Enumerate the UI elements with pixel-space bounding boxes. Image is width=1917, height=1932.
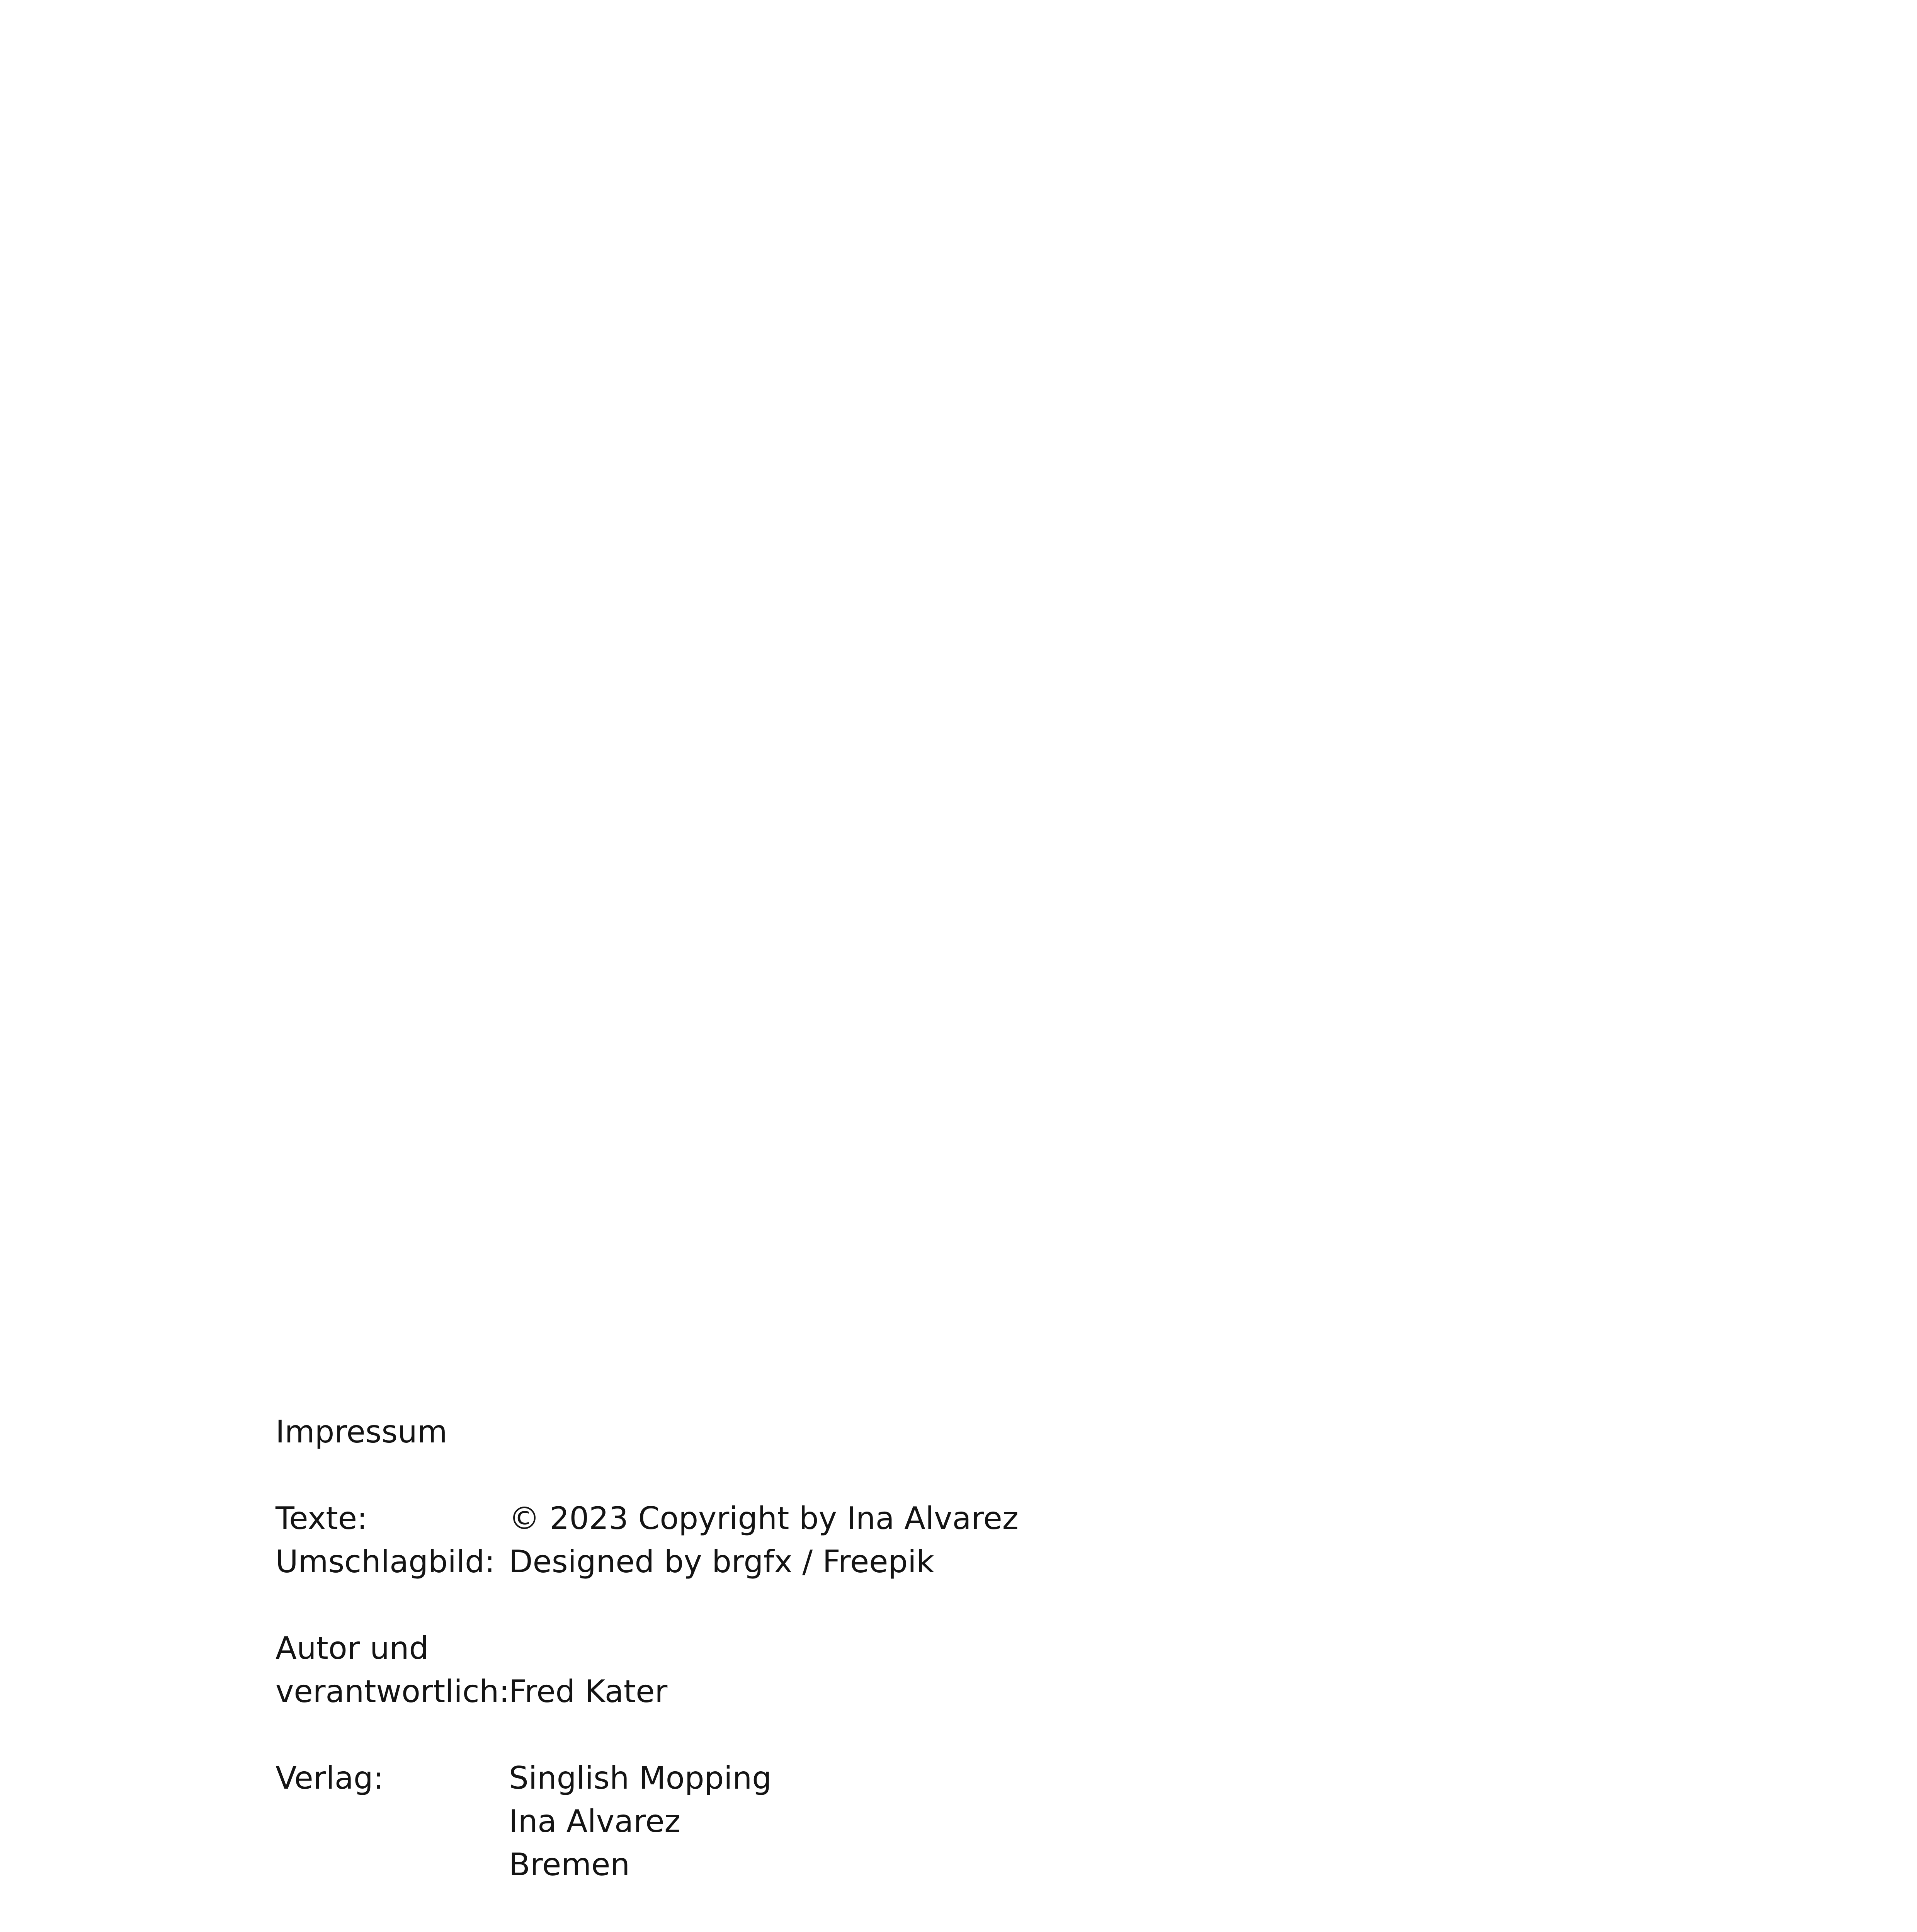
texte-label: Texte: (276, 1500, 367, 1536)
umschlag-label: Umschlagbild: (276, 1544, 495, 1580)
texte-value: © 2023 Copyright by Ina Alvarez (509, 1500, 1019, 1536)
verlag-line-3: Bremen (509, 1847, 630, 1883)
impressum-heading: Impressum (276, 1414, 447, 1450)
verlag-label: Verlag: (276, 1760, 384, 1796)
isbn-row (276, 1930, 359, 1932)
isbn-value (509, 1930, 809, 1932)
umschlag-value: Designed by brgfx / Freepik (509, 1544, 934, 1580)
autor-row (276, 1670, 668, 1713)
verlag-row (276, 1757, 772, 1800)
autor-label-line-2: verantwortlich: (276, 1673, 510, 1709)
autor-value: Fred Kater (509, 1673, 668, 1709)
autor-label-line-1: Autor und (276, 1630, 429, 1666)
umschlag-row (276, 1540, 934, 1583)
verlag-line-1: Singlish Mopping (509, 1760, 772, 1796)
verlag-line-2: Ina Alvarez (509, 1803, 681, 1839)
texte-row (276, 1497, 1019, 1540)
